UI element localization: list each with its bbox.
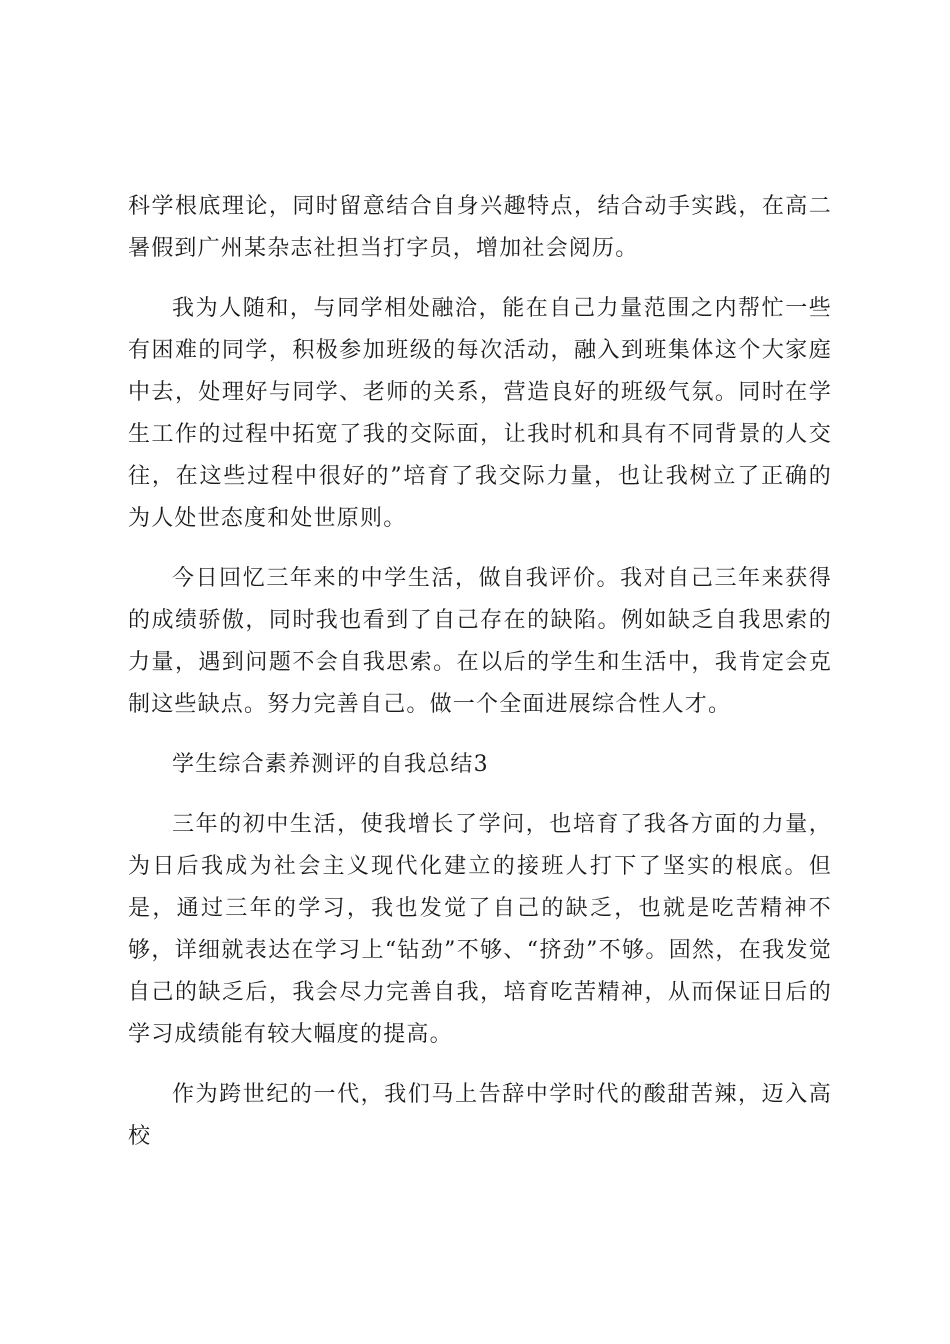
paragraph-4: 三年的初中生活，使我增长了学问，也培育了我各方面的力量，为日后我成为社会主义现代化建立的接班人打下了坚实的根底。但是，通过三年的学习，我也发觉了自己的缺乏，也就是吃苦精神不够，详细就表达在学习上“钻劲”不够、“挤劲”不够。固然，在我发觉自己的缺乏后，我会尽力完善自我，培育吃苦精神，从而保证日后的学习成绩能有较大幅度的提高。 — [128, 812, 832, 1047]
paragraph-2: 我为人随和，与同学相处融洽，能在自己力量范围之内帮忙一些有困难的同学，积极参加班级的每次活动，融入到班集体这个大家庭中去，处理好与同学、老师的关系，营造良好的班级气氛。同时在学生工作的过程中拓宽了我的交际面，让我时机和具有不同背景的人交往，在这些过程中很好的”培育了我交际力量，也让我树立了正确的为人处世态度和处世原则。 — [128, 296, 832, 531]
paragraph-3: 今日回忆三年来的中学生活，做自我评价。我对自己三年来获得的成绩骄傲，同时我也看到了自己存在的缺陷。例如缺乏自我思索的力量，遇到问题不会自我思索。在以后的学生和生活中，我肯定会克制这些缺点。努力完善自己。做一个全面进展综合性人才。 — [128, 566, 832, 717]
document-body — [128, 186, 832, 1176]
paragraph-5: 作为跨世纪的一代，我们马上告辞中学时代的酸甜苦辣，迈入高校 — [128, 1082, 832, 1149]
paragraph-1: 科学根底理论，同时留意结合自身兴趣特点，结合动手实践，在高二暑假到广州某杂志社担当打字员，增加社会阅历。 — [128, 194, 832, 261]
section-heading: 学生综合素养测评的自我总结3 — [172, 752, 489, 777]
